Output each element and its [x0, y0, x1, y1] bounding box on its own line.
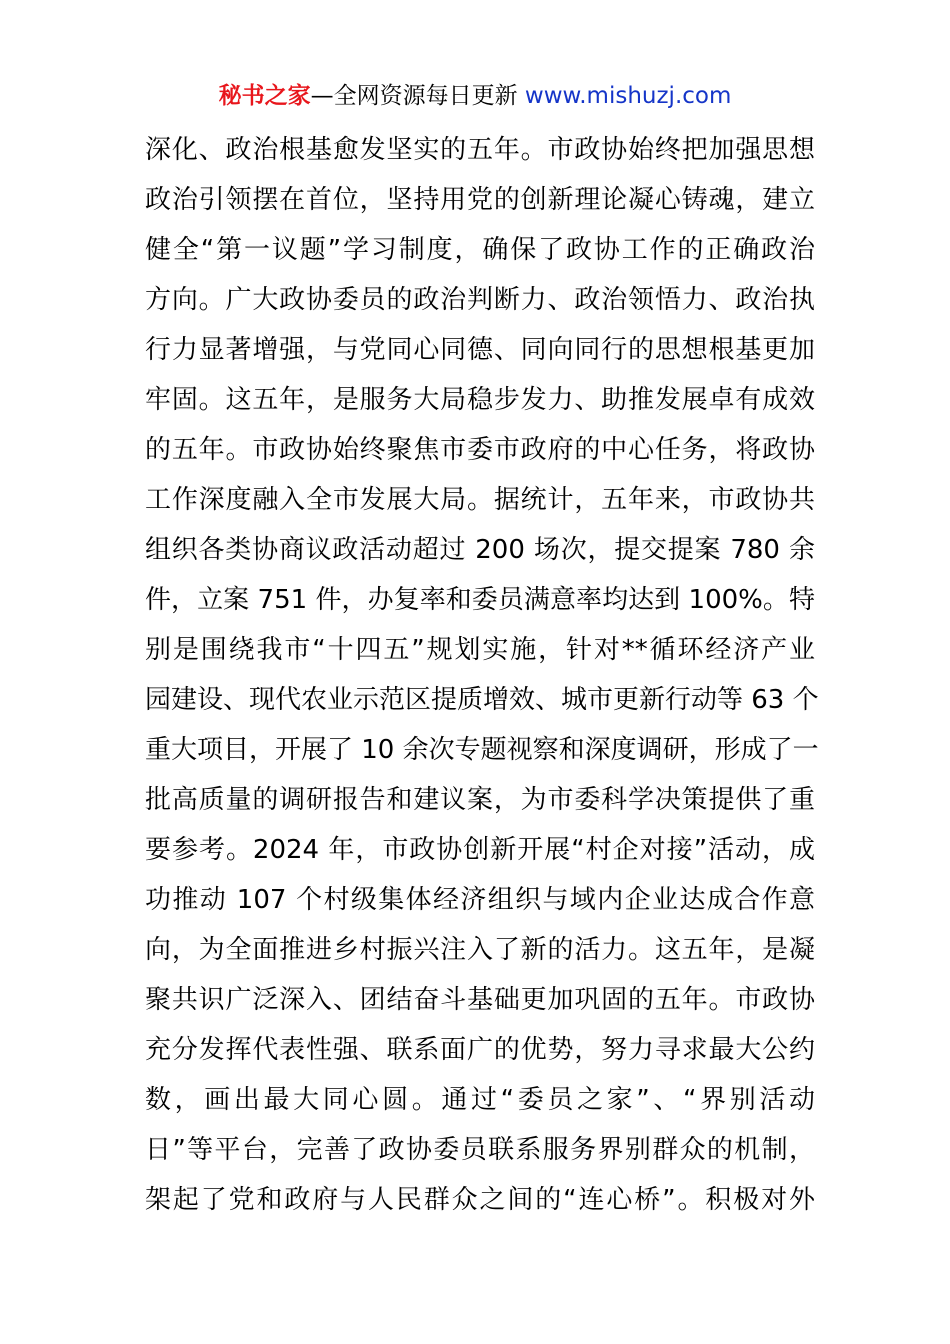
- body-line: 健全“第一议题”学习制度，确保了政协工作的正确政治: [145, 235, 815, 265]
- body-line: 政治引领摆在首位，坚持用党的创新理论凝心铸魂，建立: [145, 185, 815, 215]
- body-line: 组织各类协商议政活动超过 200 场次，提交提案 780 余: [145, 535, 815, 565]
- body-line: 要参考。2024 年，市政协创新开展“村企对接”活动，成: [145, 835, 815, 865]
- body-line: 架起了党和政府与人民群众之间的“连心桥”。积极对外: [145, 1185, 815, 1215]
- body-line: 行力显著增强，与党同心同德、同向同行的思想根基更加: [145, 335, 815, 365]
- site-header: [0, 80, 950, 112]
- body-line: 牢固。这五年，是服务大局稳步发力、助推发展卓有成效: [145, 385, 815, 415]
- site-url-link[interactable]: www.mishuzj.com: [524, 83, 732, 109]
- body-line: 向，为全面推进乡村振兴注入了新的活力。这五年，是凝: [145, 935, 815, 965]
- body-line: 园建设、现代农业示范区提质增效、城市更新行动等 63 个: [145, 685, 819, 715]
- body-line: 日”等平台，完善了政协委员联系服务界别群众的机制，: [145, 1135, 815, 1165]
- body-line: 件，立案 751 件，办复率和委员满意率均达到 100%。特: [145, 585, 815, 615]
- body-line: 的五年。市政协始终聚焦市委市政府的中心任务，将政协: [145, 435, 815, 465]
- body-line: 聚共识广泛深入、团结奋斗基础更加巩固的五年。市政协: [145, 985, 815, 1015]
- body-line: 深化、政治根基愈发坚实的五年。市政协始终把加强思想: [145, 135, 815, 165]
- brand-name: 秘书之家: [218, 83, 311, 109]
- body-line: 重大项目，开展了 10 余次专题视察和深度调研，形成了一: [145, 735, 819, 765]
- body-line: 数，画出最大同心圆。通过“委员之家”、“界别活动: [145, 1085, 815, 1115]
- header-tagline: —全网资源每日更新: [310, 83, 518, 109]
- body-line: 批高质量的调研报告和建议案，为市委科学决策提供了重: [145, 785, 815, 815]
- body-line: 充分发挥代表性强、联系面广的优势，努力寻求最大公约: [145, 1035, 815, 1065]
- document-body: [145, 125, 819, 1225]
- body-line: 工作深度融入全市发展大局。据统计，五年来，市政协共: [145, 485, 815, 515]
- body-line: 功推动 107 个村级集体经济组织与域内企业达成合作意: [145, 885, 815, 915]
- body-line: 别是围绕我市“十四五”规划实施，针对**循环经济产业: [145, 635, 815, 665]
- body-line: 方向。广大政协委员的政治判断力、政治领悟力、政治执: [145, 285, 815, 315]
